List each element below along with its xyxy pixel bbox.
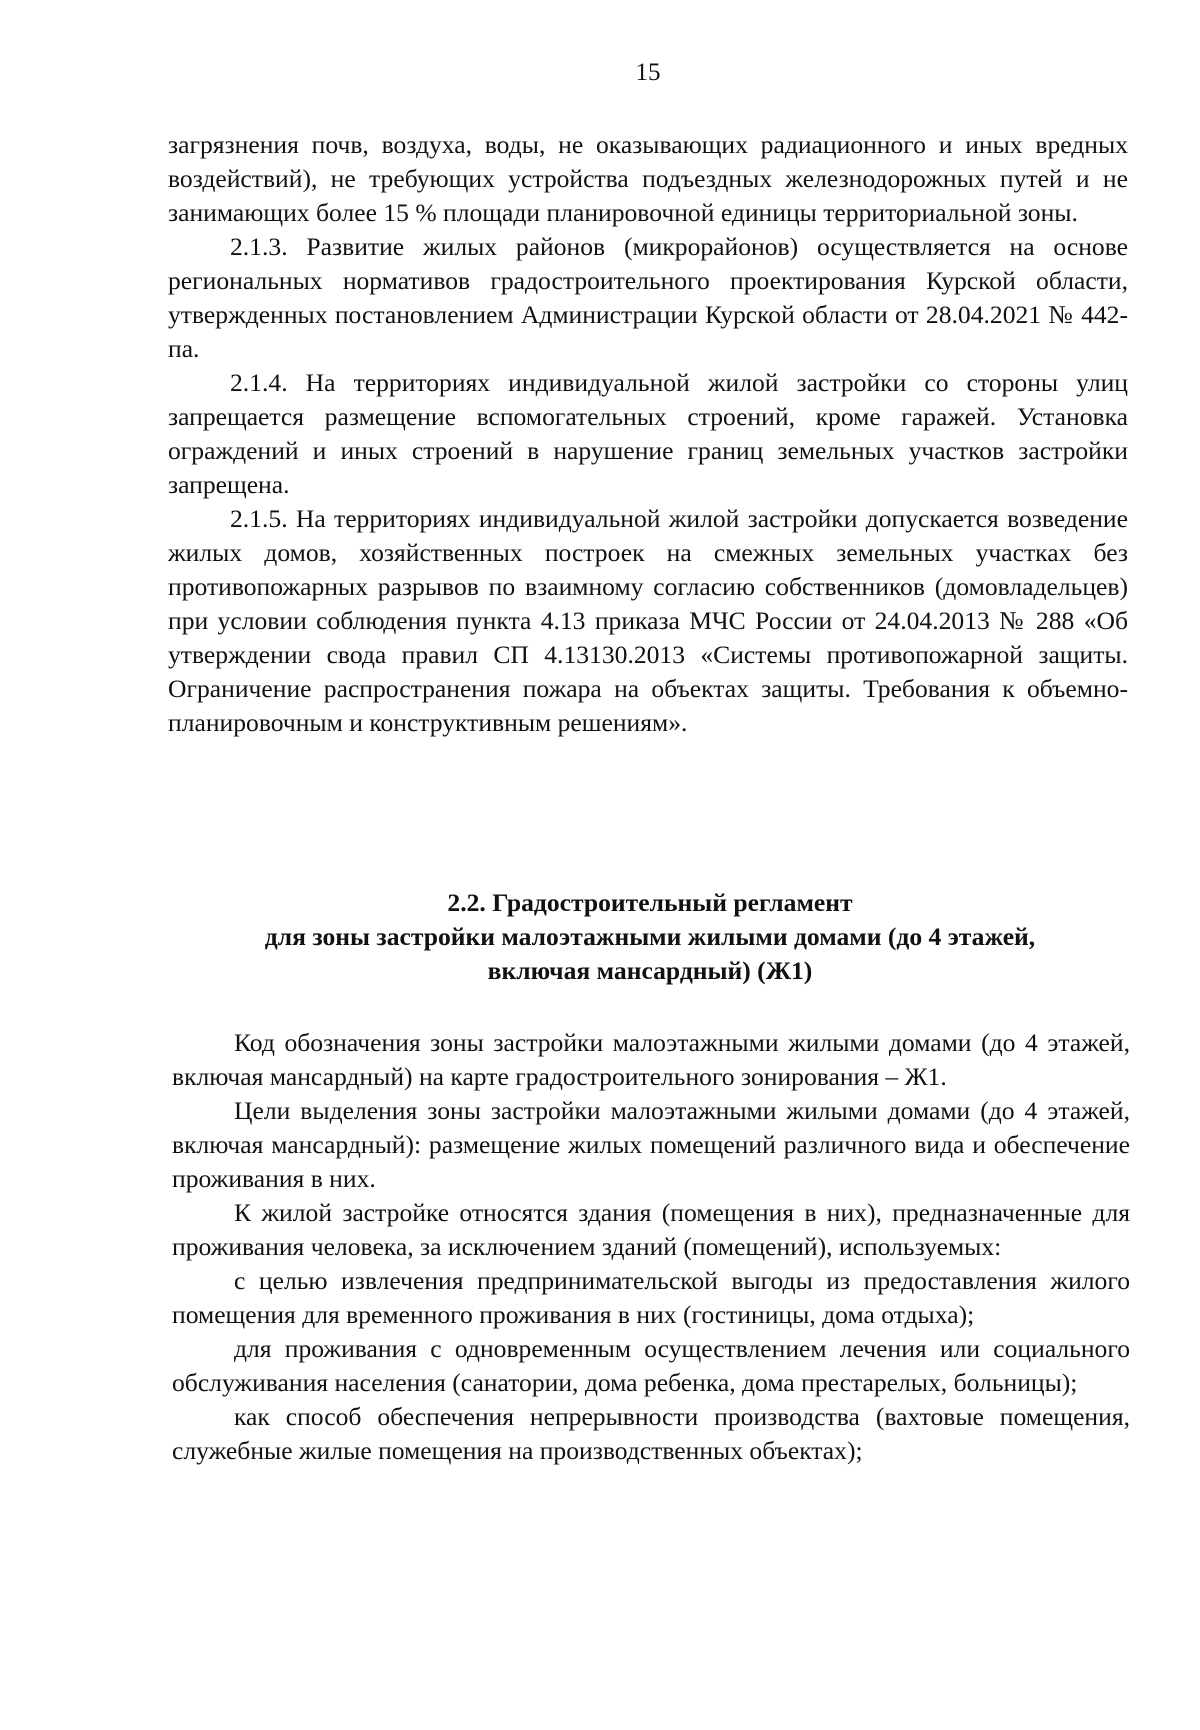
paragraph-exception-business: с целью извлечения предпринимательской выгоды из предоставления жилого помещения для временного проживания в них (гостиницы, дома отдыха); <box>172 1266 1130 1329</box>
top-text-block <box>168 128 1128 740</box>
paragraph-continuation: загрязнения почв, воздуха, воды, не оказывающих радиационного и иных вредных воздействий), не требующих устройства подъездных железнодорожных путей и не занимающих более 15 % площади планировочной единицы территориальной зоны. <box>168 130 1128 227</box>
paragraph-zone-goals: Цели выделения зоны застройки малоэтажными жилыми домами (до 4 этажей, включая мансардный): размещение жилых помещений различного вида и обеспечение проживания в них. <box>172 1096 1130 1193</box>
paragraph-2-1-4: 2.1.4. На территориях индивидуальной жилой застройки со стороны улиц запрещается размещение вспомогательных строений, кроме гаражей. Установка ограждений и иных строений в нарушение границ земельных участков застройки запрещена. <box>168 368 1128 499</box>
paragraph-2-1-5: 2.1.5. На территориях индивидуальной жилой застройки допускается возведение жилых домов, хозяйственных построек на смежных земельных участках без противопожарных разрывов по взаимному согласию собственников (домовладельцев) при условии соблюдения пункта 4.13 приказа МЧС России от 24.04.2013 № 288 «Об утверждении свода правил СП 4.13130.2013 «Системы противопожарной защиты. Ограничение распространения пожара на объектах защиты. Требования к объемно-планировочным и конструктивным решениям». <box>168 504 1128 737</box>
paragraph-2-1-3: 2.1.3. Развитие жилых районов (микрорайонов) осуществляется на основе региональных нормативов градостроительного проектирования Курской области, утвержденных постановлением Администрации Курской области от 28.04.2021 № 442-па. <box>168 232 1128 363</box>
heading-line-1: 2.2. Градостроительный регламент <box>447 888 853 917</box>
bottom-text-block <box>172 1026 1130 1468</box>
heading-line-3: включая мансардный) (Ж1) <box>487 956 813 985</box>
paragraph-residential-definition: К жилой застройке относятся здания (помещения в них), предназначенные для проживания человека, за исключением зданий (помещений), используемых: <box>172 1198 1130 1261</box>
paragraph-exception-production: как способ обеспечения непрерывности производства (вахтовые помещения, служебные жилые помещения на производственных объектах); <box>172 1402 1130 1465</box>
section-heading <box>160 886 1140 988</box>
paragraph-zone-code: Код обозначения зоны застройки малоэтажными жилыми домами (до 4 этажей, включая мансардный) на карте градостроительного зонирования – Ж1. <box>172 1028 1130 1091</box>
paragraph-exception-treatment: для проживания с одновременным осуществлением лечения или социального обслуживания населения (санатории, дома ребенка, дома престарелых, больницы); <box>172 1334 1130 1397</box>
heading-line-2: для зоны застройки малоэтажными жилыми домами (до 4 этажей, <box>264 922 1036 951</box>
page-number: 15 <box>635 59 661 86</box>
